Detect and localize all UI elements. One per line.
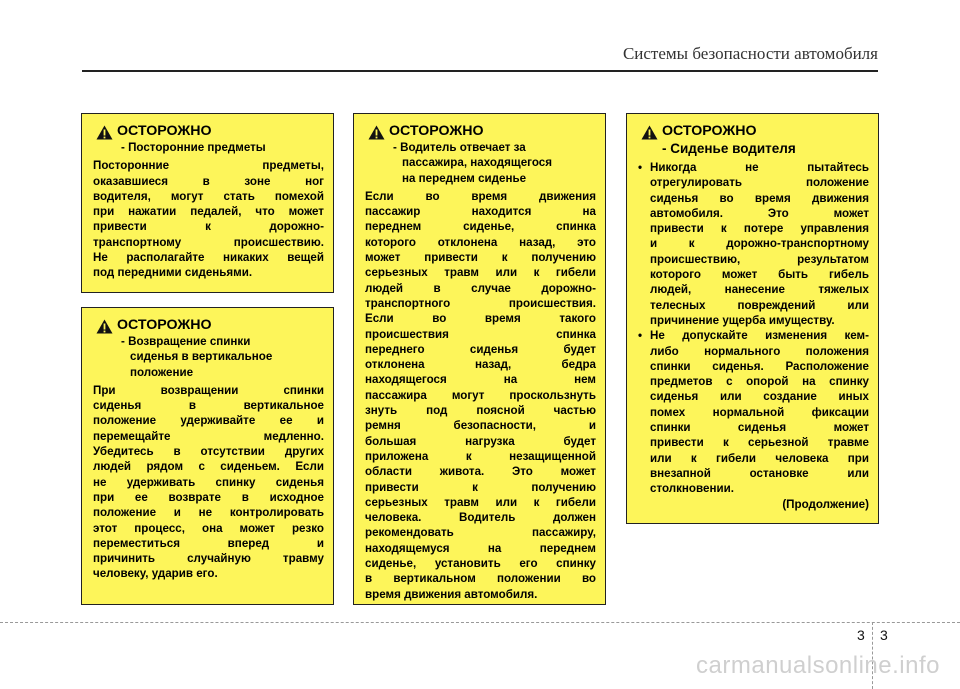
warning-body: Посторонние предметы, оказавшиеся в зоне ног водителя, могут стать помехой при нажатии педалей, что может привести к дорожно- транспортному происшествию. Не располагайте никаких вещей под передними сиденьями. <box>93 159 324 280</box>
warning-triangle-icon <box>95 318 113 334</box>
warning-subtitle: - Водитель отвечает за пассажира, находящегося на переднем сиденье <box>393 141 552 185</box>
warning-triangle-icon <box>95 124 113 140</box>
watermark: carmanualsonline.info <box>696 652 940 679</box>
warning-triangle-icon <box>367 124 385 140</box>
header-rule <box>82 70 878 72</box>
warning-subtitle: - Возвращение спинки сиденья в вертикальное положение <box>121 335 273 379</box>
bullet-item: • Никогда не пытайтесь отрегулировать положение сиденья во время движения автомобиля. Это может привести к потере управления и к дорожно-транспортному происшествию, результатом которого может быть гибель людей, нанесение тяжелых телесных повреждений или причинение ущерба имуществу. <box>638 160 869 328</box>
warning-header <box>367 124 596 140</box>
warning-subtitle: - Посторонние предметы <box>121 141 266 154</box>
warning-header <box>640 124 869 140</box>
page-number: 3 <box>880 627 888 643</box>
bullet-item: • Не допускайте изменения кем- либо нормального положения спинки сиденья. Расположение предметов с опорой на спинку сиденья или создание иных помех нормальной фиксации спинки сиденья может привести к серьезной травме или к гибели человека при внезапной остановке или столкновении. <box>638 328 869 496</box>
warning-header <box>95 124 324 140</box>
warning-title: ОСТОРОЖНО <box>662 123 757 140</box>
warning-box-driver-seat <box>626 113 879 524</box>
warning-subtitle: - Сиденье водителя <box>662 141 796 156</box>
page-header-title: Системы безопасности автомобиля <box>622 44 878 63</box>
page-number-section: 3 <box>857 627 865 643</box>
warning-title: ОСТОРОЖНО <box>117 123 212 140</box>
warning-body: Если во время движения пассажир находится на переднем сиденье, спинка которого отклонена назад, это может привести к получению серьезных травм или к гибели людей в случае дорожно- транспортного происшествия. Если во время такого происшествия спинка переднего сиденья будет отклонена назад, бедра находящегося на нем пассажира могут проскользнуть знуть под поясной частью ремня безопасности, и большая нагрузка будет приложена к незащищенной области живота. Это может привести к получению серьезных травм или к гибели человека. Водитель должен рекомендовать пассажиру, находящемуся на переднем сиденье, установить его спинку в вертикальном положении во время движения автомобиля. <box>365 189 596 601</box>
warning-title: ОСТОРОЖНО <box>389 123 484 140</box>
warning-triangle-icon <box>640 124 658 140</box>
footer-rule <box>0 622 960 623</box>
warning-body: При возвращении спинки сиденья в вертикальное положение удерживайте ее и перемещайте медленно. Убедитесь в отсутствии других людей рядом с сиденьем. Если не удерживать спинку сиденья при ее возврате в исходное положение и не контролировать этот процесс, она может резко переместиться вперед и причинить случайную травму человеку, ударив его. <box>93 383 324 581</box>
continued-label: (Продолжение) <box>782 497 869 511</box>
warning-box-foreign-objects <box>81 113 334 293</box>
warning-box-seatback-return <box>81 307 334 605</box>
warning-box-driver-responsibility <box>353 113 606 605</box>
warning-header <box>95 318 324 334</box>
warning-title: ОСТОРОЖНО <box>117 317 212 334</box>
